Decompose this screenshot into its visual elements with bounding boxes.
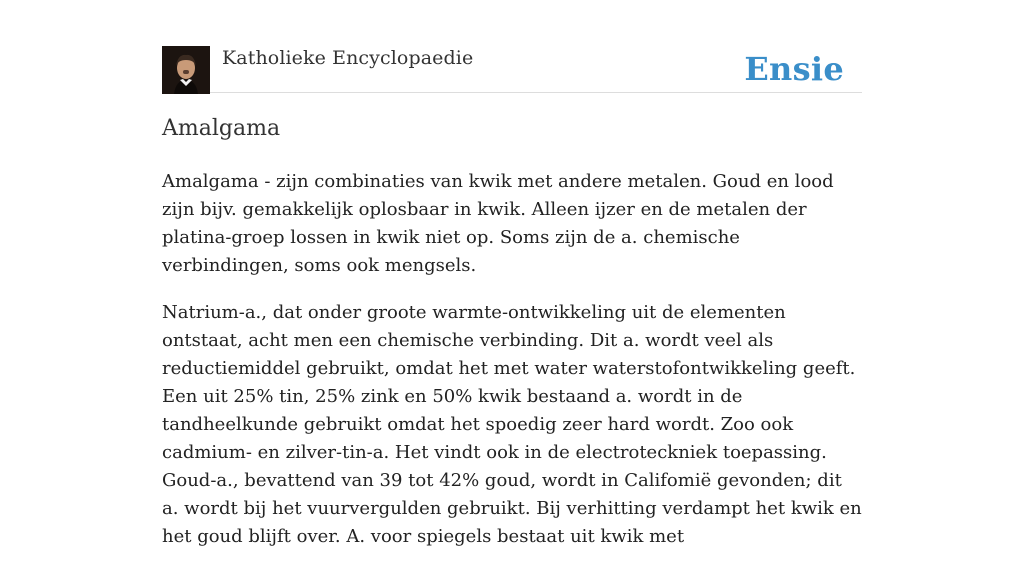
site-header bbox=[162, 40, 862, 93]
article-paragraph: Amalgama - zijn combinaties van kwik met andere metalen. Goud en lood zijn bijv. gemakkelijk oplosbaar in kwik. Alleen ijzer en de metalen der platina-groep lossen in kwik niet op. Soms zijn de a. chemische verbindingen, soms ook mengsels. bbox=[162, 171, 834, 276]
brand-logo[interactable]: Ensie bbox=[744, 50, 844, 88]
article-body bbox=[162, 168, 862, 570]
page-title: Amalgama bbox=[162, 116, 281, 141]
site-title[interactable]: Katholieke Encyclopaedie bbox=[222, 47, 474, 69]
portrait-avatar-icon[interactable] bbox=[162, 46, 210, 94]
article-paragraph: Natrium-a., dat onder groote warmte-ontwikkeling uit de elementen ontstaat, acht men een chemische verbinding. Dit a. wordt veel als reductiemiddel gebruikt, omdat het met water waterstofontwikkeling geeft. Een uit 25% tin, 25% zink en 50% kwik bestaand a. wordt in de tandheelkunde gebruikt omdat het spoedig zeer hard wordt. Zoo ook cadmium- en zilver-tin-a. Het vindt ook in de electroteckniek toepassing. Goud-a., bevattend van 39 tot 42% goud, wordt in Califomië gevonden; dit a. wordt bij het vuurvergulden gebruikt. Bij verhitting verdampt het kwik en het goud blijft over. A. voor spiegels bestaat uit kwik met bbox=[162, 302, 862, 547]
